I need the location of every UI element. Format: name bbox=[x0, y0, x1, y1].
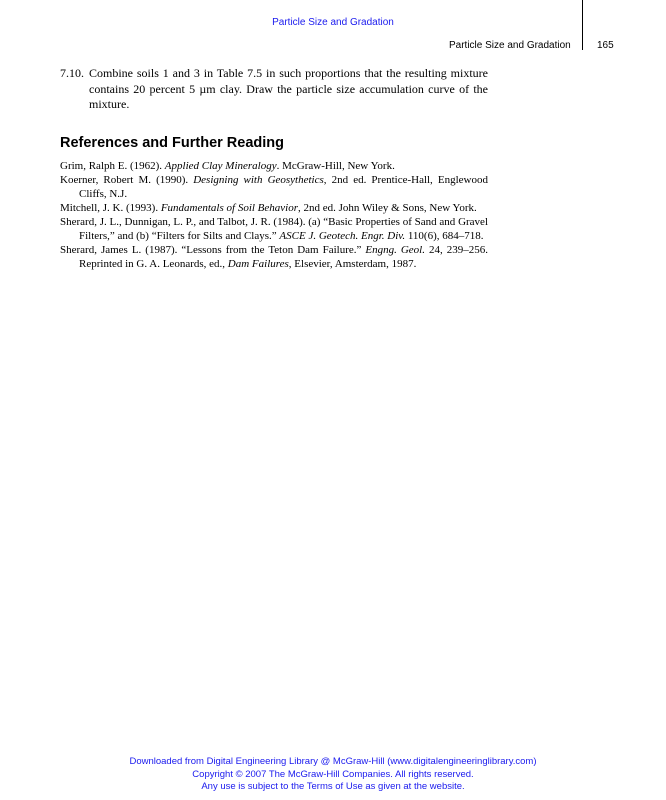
footer-download-link[interactable]: Downloaded from Digital Engineering Library @ McGraw-Hill (www.digitalengineeringlibrary.com) bbox=[129, 756, 537, 767]
problem-number: 7.10. bbox=[60, 66, 84, 80]
footer-copyright[interactable]: Copyright © 2007 The McGraw-Hill Companies. All rights reserved. bbox=[192, 768, 474, 780]
header-divider bbox=[582, 0, 583, 50]
problem-7-10 bbox=[60, 66, 488, 113]
footer bbox=[0, 756, 666, 794]
reference-item: Koerner, Robert M. (1990). Designing with Geosythetics, 2nd ed. Prentice-Hall, Englewood Cliffs, N.J. bbox=[60, 174, 488, 200]
page-number: 165 bbox=[597, 40, 614, 51]
top-header-link[interactable]: Particle Size and Gradation bbox=[272, 17, 394, 28]
running-head: Particle Size and Gradation bbox=[449, 40, 571, 51]
reference-item: Sherard, J. L., Dunnigan, L. P., and Talbot, J. R. (1984). (a) “Basic Properties of Sand and Gravel Filters,” and (b) “Filters for Silts and Clays.” ASCE J. Geotech. Engr. Div. 110(6), 684–718. bbox=[60, 216, 488, 242]
references-heading: References and Further Reading bbox=[60, 135, 284, 151]
reference-item: Sherard, James L. (1987). “Lessons from the Teton Dam Failure.” Engng. Geol. 24, 239–256. Reprinted in G. A. Leonards, ed., Dam Failures, Elsevier, Amsterdam, 1987. bbox=[60, 244, 488, 270]
reference-item: Grim, Ralph E. (1962). Applied Clay Mineralogy. McGraw-Hill, New York. bbox=[60, 160, 395, 172]
references-list bbox=[60, 160, 488, 272]
reference-item: Mitchell, J. K. (1993). Fundamentals of Soil Behavior, 2nd ed. John Wiley & Sons, New York. bbox=[60, 202, 477, 215]
problem-text: Combine soils 1 and 3 in Table 7.5 in such proportions that the resulting mixture contains 20 percent 5 µm clay. Draw the particle size accumulation curve of the mixture. bbox=[89, 66, 488, 111]
footer-terms[interactable]: Any use is subject to the Terms of Use as given at the website. bbox=[201, 781, 465, 792]
